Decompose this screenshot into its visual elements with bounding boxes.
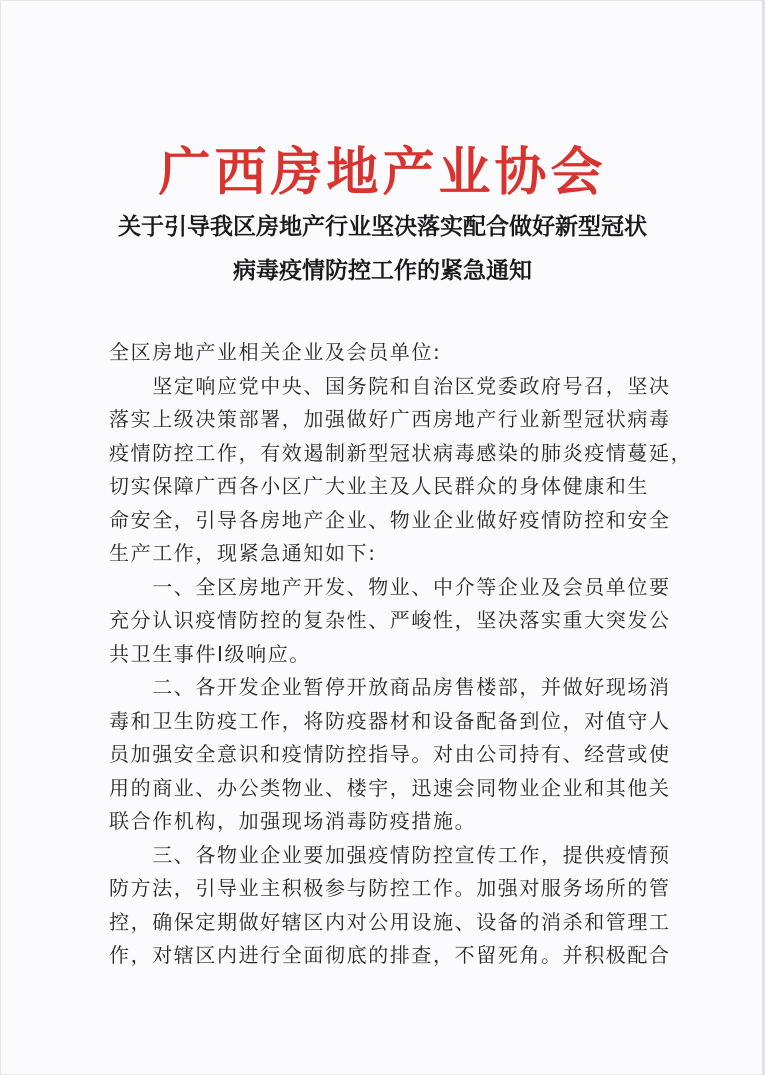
notice-title-line-2: 病毒疫情防控工作的紧急通知	[233, 257, 532, 284]
body-line: 命安全，引导各房地产企业、物业企业做好疫情防控和安全	[109, 507, 671, 532]
body-line: 作，对辖区内进行全面彻底的排查，不留死角。并积极配合	[109, 943, 671, 967]
body-line: 控，确保定期做好辖区内对公用设施、设备的消杀和管理工	[109, 909, 671, 934]
body-line: 充分认识疫情防控的复杂性、严峻性，坚决落实重大突发公	[109, 608, 671, 632]
body-line: 切实保障广西各小区广大业主及人民群众的身体健康和生	[109, 474, 649, 498]
body-line: 共卫生事件Ⅰ级响应。	[109, 641, 311, 666]
body-line: 坚定响应党中央、国务院和自治区党委政府号召，坚决	[109, 373, 671, 398]
notice-title-line-1: 关于引导我区房地产行业坚决落实配合做好新型冠状	[118, 213, 647, 240]
body-line: 三、各物业企业要加强疫情防控宣传工作，提供疫情预	[109, 842, 671, 867]
body-line: 用的商业、办公类物业、楼宇，迅速会同物业企业和其他关	[109, 775, 671, 800]
salutation: 全区房地产业相关企业及会员单位:	[109, 340, 442, 364]
body-line: 联合作机构，加强现场消毒防疫措施。	[109, 809, 477, 833]
body-line: 二、各开发企业暂停开放商品房售楼部，并做好现场消	[109, 675, 671, 699]
masthead-title: 广西房地产业协会	[158, 142, 607, 203]
body-line: 生产工作，现紧急通知如下:	[109, 541, 377, 565]
body-line: 员加强安全意识和疫情防控指导。对由公司持有、经营或使	[109, 742, 671, 766]
body-line: 一、全区房地产开发、物业、中介等企业及会员单位要	[109, 574, 671, 599]
body-line: 毒和卫生防疫工作，将防疫器材和设备配备到位，对值守人	[109, 708, 671, 733]
body-line: 疫情防控工作，有效遏制新型冠状病毒感染的肺炎疫情蔓延，	[109, 440, 693, 465]
notice-body	[109, 336, 693, 973]
body-line: 落实上级决策部署，加强做好广西房地产行业新型冠状病毒	[109, 407, 671, 431]
body-line: 防方法，引导业主积极参与防控工作。加强对服务场所的管	[109, 876, 671, 900]
